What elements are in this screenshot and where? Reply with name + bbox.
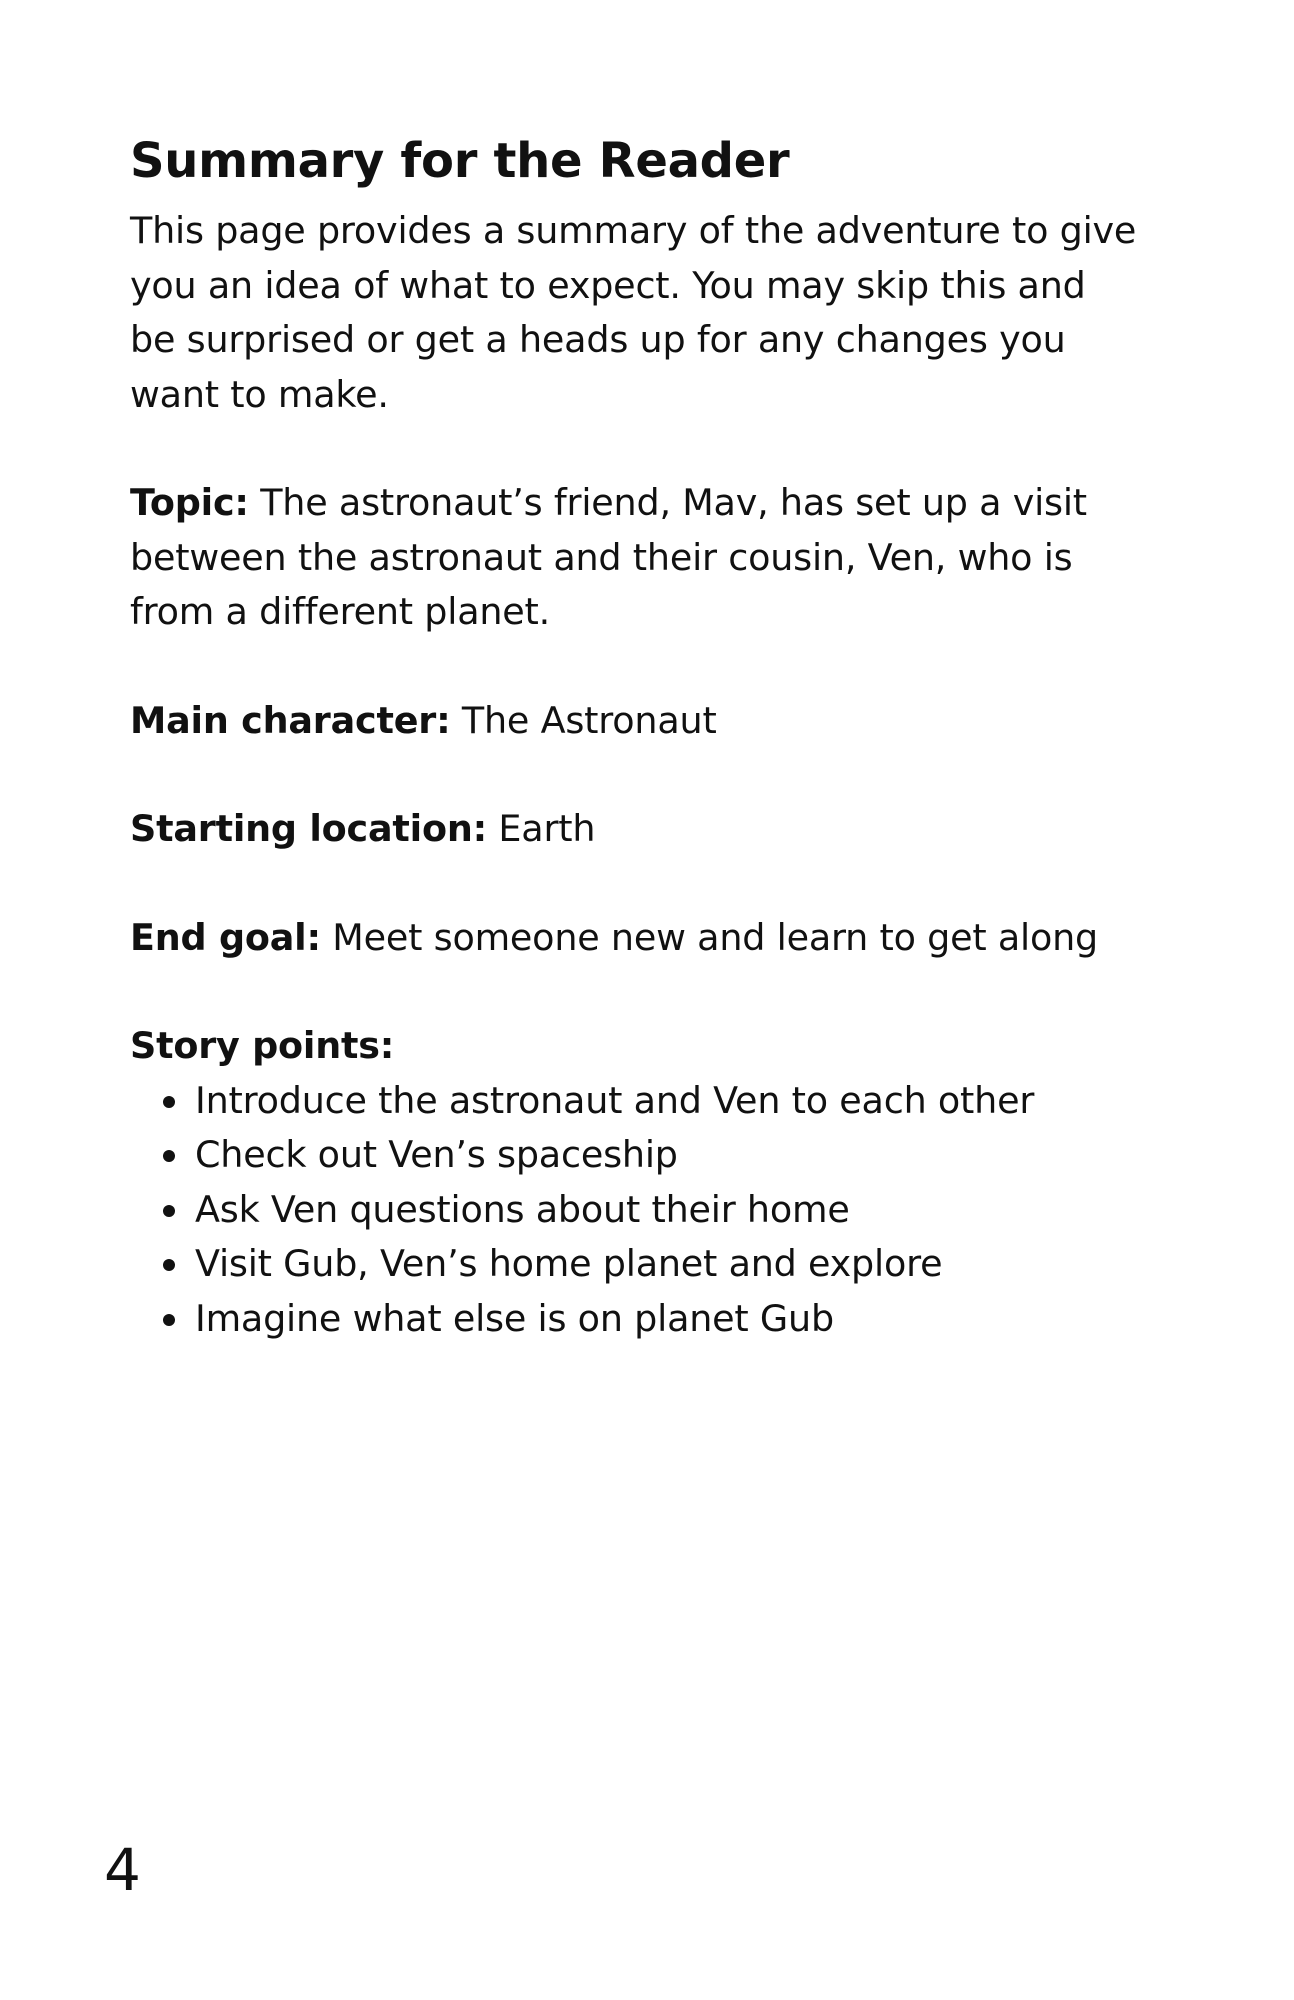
topic-line xyxy=(130,476,1170,531)
story-point-text: Ask Ven questions about their home xyxy=(195,1187,850,1231)
bullet-icon xyxy=(163,1205,175,1217)
spacer xyxy=(130,748,1170,802)
bullet-icon xyxy=(163,1314,175,1326)
bullet-icon xyxy=(163,1259,175,1271)
spacer xyxy=(130,422,1170,476)
topic-line: from a different planet. xyxy=(130,590,551,633)
topic-text: The astronaut’s friend, Mav, has set up a visit xyxy=(248,481,1087,524)
list-item xyxy=(130,1183,1170,1238)
starting-location-line xyxy=(130,802,1170,857)
intro-line: This page provides a summary of the adventure to give xyxy=(130,209,1137,252)
story-point-text: Check out Ven’s spaceship xyxy=(195,1133,678,1176)
main-character-label: Main character: xyxy=(130,698,451,742)
intro-paragraph xyxy=(130,204,1170,422)
spacer xyxy=(130,965,1170,1019)
topic-line: between the astronaut and their cousin, Ven, who is xyxy=(130,535,1073,579)
page-number: 4 xyxy=(104,1836,141,1904)
bullet-icon xyxy=(163,1096,175,1108)
intro-line: be surprised or get a heads up for any changes you xyxy=(130,318,1066,361)
intro-line: want to make. xyxy=(130,372,389,416)
spacer xyxy=(130,857,1170,911)
end-goal-value: Meet someone new and learn to get along xyxy=(320,915,1099,959)
end-goal-label: End goal: xyxy=(130,915,321,959)
story-point-text: Introduce the astronaut and Ven to each other xyxy=(195,1078,1035,1122)
main-character-value: The Astronaut xyxy=(450,698,717,742)
spacer xyxy=(130,640,1170,694)
main-character-line xyxy=(130,694,1170,749)
bullet-icon xyxy=(163,1150,175,1162)
story-points-section xyxy=(130,1019,1170,1346)
page-title: Summary for the Reader xyxy=(130,133,790,189)
starting-location-value: Earth xyxy=(487,807,596,850)
list-item xyxy=(130,1074,1170,1129)
page-content xyxy=(130,126,1170,1346)
intro-line: you an idea of what to expect. You may skip this and xyxy=(130,263,1086,307)
topic-label: Topic: xyxy=(130,481,249,524)
end-goal-line xyxy=(130,911,1170,966)
story-point-text: Visit Gub, Ven’s home planet and explore xyxy=(195,1242,943,1285)
story-point-text: Imagine what else is on planet Gub xyxy=(195,1296,834,1340)
list-item xyxy=(130,1237,1170,1292)
topic-section xyxy=(130,476,1170,640)
list-item xyxy=(130,1128,1170,1183)
story-points-label: Story points: xyxy=(130,1024,395,1067)
starting-location-label: Starting location: xyxy=(130,807,488,850)
list-item xyxy=(130,1292,1170,1347)
story-points-list xyxy=(130,1074,1170,1347)
